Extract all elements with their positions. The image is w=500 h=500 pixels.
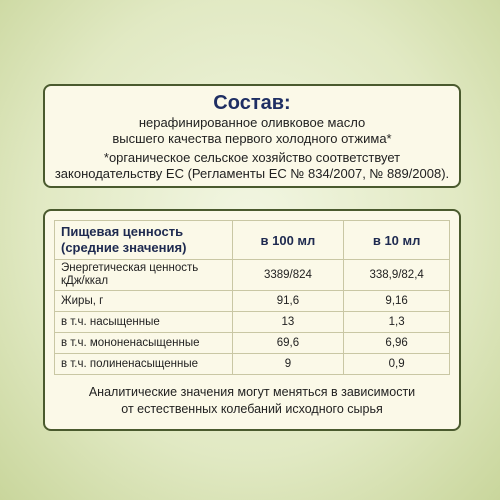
composition-title: Состав:: [213, 92, 291, 114]
composition-line-1: нерафинированное оливковое масло: [138, 115, 366, 130]
row-value-100ml: 9: [232, 354, 344, 375]
header-name-line-1: Пищевая ценность: [61, 224, 184, 239]
composition-line-2: высшего качества первого холодного отжима*: [112, 131, 392, 146]
row-label: в т.ч. мононенасыщенные: [55, 333, 233, 354]
row-label: в т.ч. насыщенные: [55, 312, 233, 333]
table-row: [55, 291, 450, 312]
row-label-line-1: Энергетическая ценность: [61, 262, 199, 274]
row-value-100ml: 91,6: [232, 291, 344, 312]
row-value-100ml: 69,6: [232, 333, 344, 354]
row-value-10ml: 6,96: [344, 333, 450, 354]
table-header-row: [55, 221, 450, 260]
header-name-line-2: (средние значения): [61, 240, 187, 255]
header-nutrition-value: [55, 221, 233, 260]
row-value-10ml: 338,9/82,4: [344, 260, 450, 291]
row-value-100ml: 3389/824: [232, 260, 344, 291]
row-value-10ml: 9,16: [344, 291, 450, 312]
table-row: [55, 354, 450, 375]
analytical-note: [45, 384, 459, 418]
row-value-10ml: 1,3: [344, 312, 450, 333]
composition-note-1: *органическое сельское хозяйство соответствует: [103, 150, 401, 165]
composition-note-2: законодательству ЕС (Регламенты ЕС № 834/2007, № 889/2008).: [54, 166, 450, 181]
analytical-note-line-2: от естественных колебаний исходного сырья: [121, 402, 383, 416]
header-per-100ml: в 100 мл: [232, 221, 344, 260]
header-per-10ml: в 10 мл: [344, 221, 450, 260]
analytical-note-line-1: Аналитические значения могут меняться в зависимости: [88, 385, 416, 399]
row-label: в т.ч. полиненасыщенные: [55, 354, 233, 375]
nutrition-panel: [43, 209, 461, 431]
row-value-100ml: 13: [232, 312, 344, 333]
composition-panel: [43, 84, 461, 188]
row-value-10ml: 0,9: [344, 354, 450, 375]
row-label: Жиры, г: [55, 291, 233, 312]
table-row: [55, 260, 450, 291]
row-label: [55, 260, 233, 291]
row-label-line-2: кДж/ккал: [61, 275, 109, 287]
table-row: [55, 312, 450, 333]
nutrition-table: [54, 220, 450, 375]
table-row: [55, 333, 450, 354]
